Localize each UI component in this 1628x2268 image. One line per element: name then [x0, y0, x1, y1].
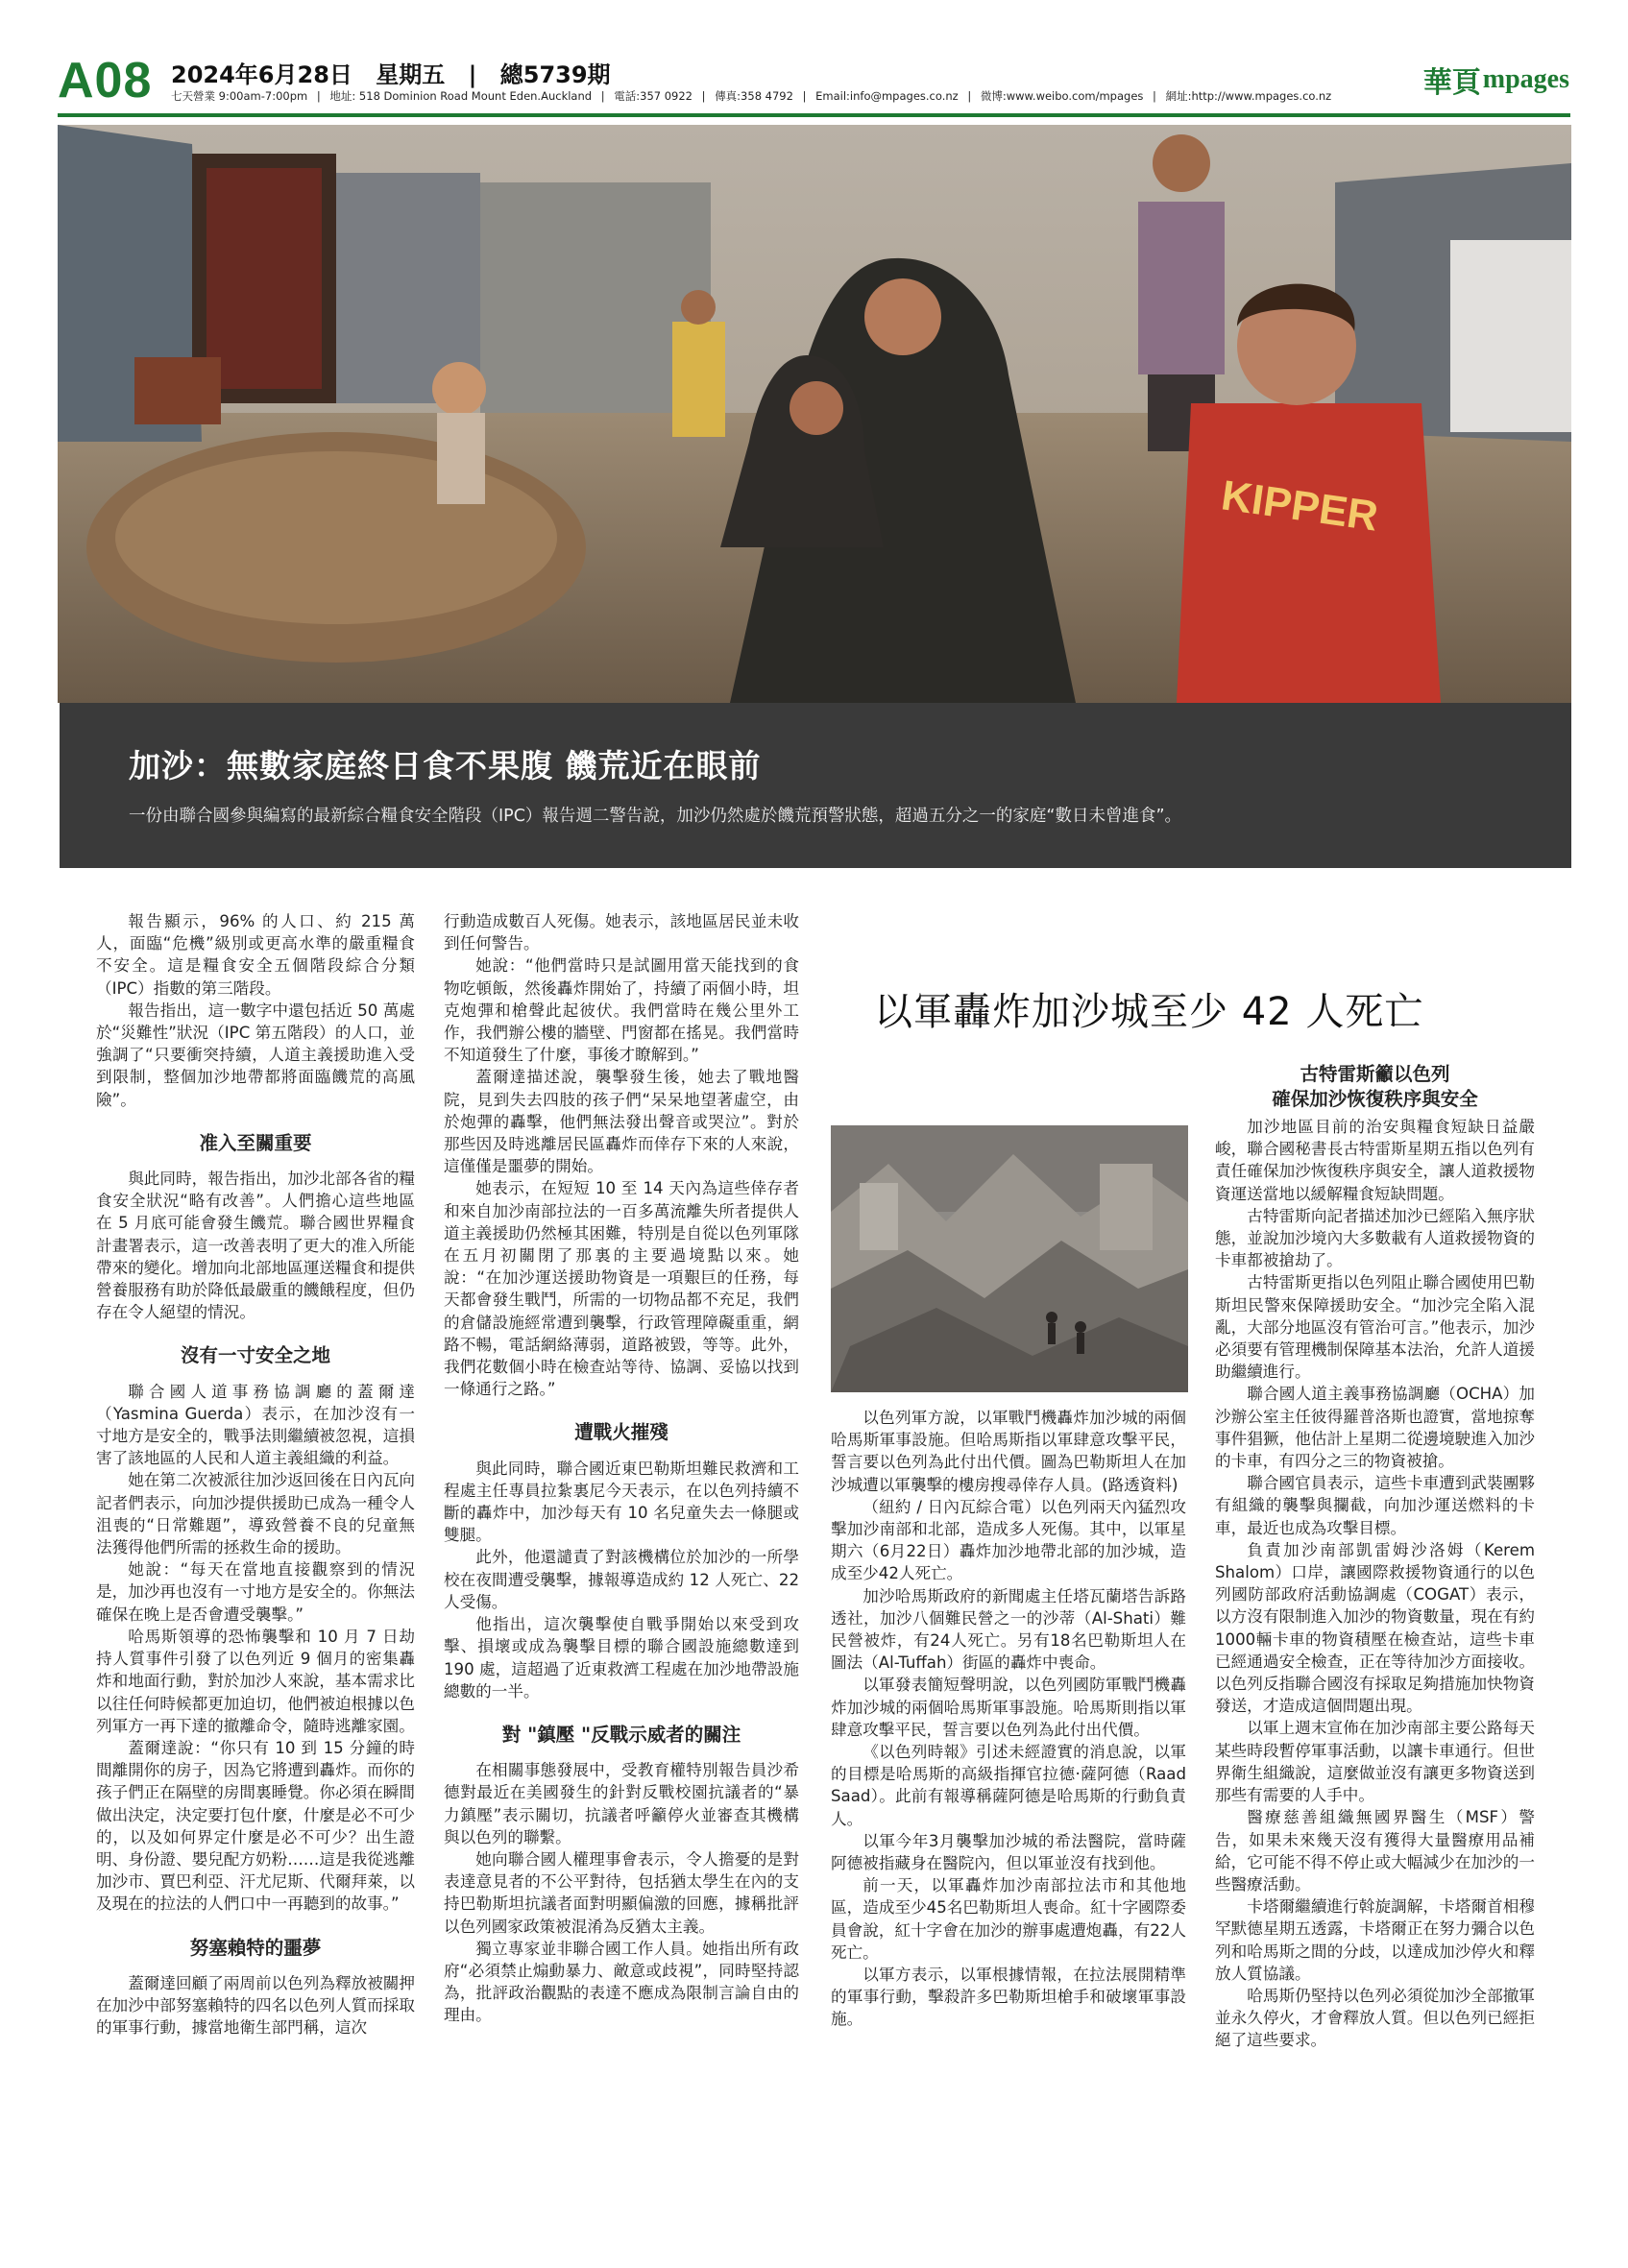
paragraph: 她說：“每天在當地直接觀察到的情況是，加沙再也沒有一寸地方是安全的。你無法確保在晚上是否會遭受襲擊。”	[96, 1560, 415, 1624]
separator: |	[1153, 89, 1156, 103]
contact-info-line	[171, 88, 1337, 104]
paragraph: 她說：“他們當時只是試圖用當天能找到的食物吃頓飯，然後轟炸開始了，持續了兩個小時，坦克炮彈和槍聲此起彼伏。我們當時在幾公里外工作，我們辦公樓的牆壁、門窗都在搖晃。我們當時不知道發生了什麼，事後才瞭解到。”	[444, 956, 799, 1065]
paragraph: 聯合國人道主義事務協調廳（OCHA）加沙辦公室主任彼得羅普洛斯也證實，當地掠奪事件猖獗，他估計上星期二從邊境駛進入加沙的卡車，有四分之三的物資被搶。	[1215, 1385, 1535, 1471]
hero-photo-gaza-camp	[58, 125, 1571, 703]
section-heading: 沒有一寸安全之地	[180, 1344, 330, 1367]
article-column-2	[444, 910, 799, 2027]
rubble-photo-illustration	[831, 1125, 1188, 1392]
mpages-logo	[1423, 61, 1569, 98]
separator: |	[967, 89, 972, 103]
paragraph: 蓋爾達描述說，襲擊發生後，她去了戰地醫院，見到失去四肢的孩子們“呆呆地望著虛空，由於炮彈的轟擊，他們無法發出聲音或哭泣”。對於那些因及時逃離居民區轟炸而倖存下來的人來說，這僅僅是噩夢的開始。	[444, 1068, 799, 1176]
issue-date: 2024年6月28日	[171, 61, 352, 88]
photo-caption: 以色列軍方說，以軍戰鬥機轟炸加沙城的兩個哈馬斯軍事設施。但哈馬斯指以軍肆意攻擊平民，誓言要以色列為此付出代價。圖為巴勒斯坦人在加沙城遭以軍襲擊的樓房搜尋倖存人員。(路透資料)	[831, 1409, 1186, 1494]
svg-text:KIPPER: KIPPER	[1218, 471, 1381, 541]
info-hours: 七天營業 9:00am-7:00pm	[171, 89, 308, 103]
section-heading: 對 "鎮壓 "反戰示威者的關注	[501, 1723, 741, 1746]
paragraph: 加沙哈馬斯政府的新聞處主任塔瓦蘭塔告訴路透社，加沙八個難民營之一的沙蒂（Al-Shati）難民營被炸，有24人死亡。另有18名巴勒斯坦人在圖法（Al-Tuffah）街區的轟炸中喪命。	[831, 1586, 1186, 1673]
masthead	[58, 50, 1575, 109]
info-address: 地址: 518 Dominion Road Mount Eden.Auckland	[329, 89, 593, 103]
logo-chinese-text: 華頁	[1422, 66, 1481, 100]
info-email: Email:info@mpages.co.nz	[815, 89, 959, 103]
paragraph: 獨立專家並非聯合國工作人員。她指出所有政府“必須禁止煽動暴力、敵意或歧視”，同時堅持認為，批評政治觀點的表達不應成為限制言論自由的理由。	[444, 1939, 799, 2025]
paragraph: 他指出，這次襲擊使自戰爭開始以來受到攻擊、損壞或成為襲擊目標的聯合國設施總數達到 190 處，這超過了近東救濟工程處在加沙地帶設施總數的一半。	[444, 1615, 799, 1701]
paragraph: 此外，他還譴責了對該機構位於加沙的一所學校在夜間遭受襲擊，據報導造成約 12 人死亡、22 人受傷。	[444, 1548, 799, 1611]
weekday: 星期五	[376, 61, 446, 88]
paragraph: 她表示，在短短 10 至 14 天內為這些倖存者和來自加沙南部拉法的一百多萬流離失所者提供人道主義援助仍然極其困難，特別是自從以色列軍隊在五月初關閉了那裏的主要過境點以來。她說：“在加沙運送援助物資是一項艱巨的任務，每天都會發生戰鬥，所需的一切物品都不充足，我們的倉儲設施經常遭到襲擊，行政管理障礙重重，網路不暢，電話網絡薄弱，道路被毀，等等。此外，我們花數個小時在檢查站等待、協調、妥協以找到一條通行之路。”	[444, 1179, 799, 1399]
section-heading: 遭戰火摧殘	[574, 1421, 668, 1444]
paragraph: （紐約 / 日內瓦綜合電）以色列兩天內猛烈攻擊加沙南部和北部，造成多人死傷。其中，以軍星期六（6月22日）轟炸加沙地帶北部的加沙城，造成至少42人死亡。	[831, 1497, 1186, 1583]
paragraph: 以軍今年3月襲擊加沙城的希法醫院，當時薩阿德被指藏身在醫院內，但以軍並沒有找到他。	[831, 1831, 1186, 1873]
article-column-4	[1215, 1116, 1535, 2052]
paragraph: 以軍發表簡短聲明說，以色列國防軍戰鬥機轟炸加沙城的兩個哈馬斯軍事設施。哈馬斯則指以軍肆意攻擊平民，誓言要以色列為此付出代價。	[831, 1676, 1186, 1739]
paragraph: 報告指出，這一數字中還包括近 50 萬處於“災難性”狀況（IPC 第五階段）的人口，並強調了“只要衝突持續，人道主義援助進入受到限制，整個加沙地帶都將面臨饑荒的高風險”。	[96, 1001, 415, 1109]
paragraph: 與此同時，報告指出，加沙北部各省的糧食安全狀況“略有改善”。人們擔心這些地區在 5 月底可能會發生饑荒。聯合國世界糧食計畫署表示，這一改善表明了更大的准入所能帶來的變化。增加向北部地區運送糧食和提供營養服務有助於降低最嚴重的饑餓程度，但仍存在令人絕望的情況。	[96, 1170, 415, 1322]
header-rule	[58, 113, 1570, 117]
heading-line: 確保加沙恢復秩序與安全	[1272, 1088, 1478, 1110]
paragraph: 《以色列時報》引述未經證實的消息說，以軍的目標是哈馬斯的高級指揮官拉德·薩阿德（Raad Saad）。此前有報導稱薩阿德是哈馬斯的行動負責人。	[831, 1743, 1186, 1828]
hero-photo-illustration	[58, 125, 1571, 703]
paragraph: 她向聯合國人權理事會表示，令人擔憂的是對表達意見者的不公平對待，包括猶太學生在內的支持巴勒斯坦抗議者面對明顯偏激的回應，據稱批評以色列國家政策被混淆為反猶太主義。	[444, 1849, 799, 1936]
article-column-1	[96, 910, 415, 2039]
paragraph: 行動造成數百人死傷。她表示，該地區居民並未收到任何警告。	[444, 912, 799, 953]
paragraph: 蓋爾達說：“你只有 10 到 15 分鐘的時間離開你的房子，因為它將遭到轟炸。而你的孩子們正在隔壁的房間裏睡覺。你必須在瞬間做出決定，決定要打包什麼，什麼是必不可少的，以及如何界定什麼是必不可少？出生證明、身份證、嬰兒配方奶粉……這是我從逃離加沙市、賈巴利亞、汗尤尼斯、代爾拜萊，以及現在的拉法的人們口中一再聽到的故事。”	[96, 1738, 415, 1914]
paragraph: 加沙地區目前的治安與糧食短缺日益嚴峻，聯合國秘書長古特雷斯星期五指以色列有責任確保加沙恢復秩序與安全，讓人道救援物資運送當地以緩解糧食短缺問題。	[1215, 1118, 1535, 1203]
paragraph: 以軍上週末宣佈在加沙南部主要公路每天某些時段暫停軍事活動，以讓卡車通行。但世界衛生組織說，這麼做並沒有讓更多物資送到那些有需要的人手中。	[1215, 1719, 1535, 1805]
paragraph: 她在第二次被派往加沙返回後在日內瓦向記者們表示，向加沙提供援助已成為一種令人沮喪的“日常難題”，導致營養不良的兒童無法獲得他們所需的拯救生命的援助。	[96, 1471, 415, 1557]
article-column-3	[831, 1407, 1186, 2031]
heading-line: 古特雷斯籲以色列	[1300, 1063, 1450, 1085]
paragraph: 負責加沙南部凱雷姆沙洛姆（Kerem Shalom）口岸，讓國際救援物資通行的以色列國防部政府活動協調處（COGAT）表示，以方沒有限制進入加沙的物資數量，現在有約1000輛卡車的物資積壓在檢查站，這些卡車已經通過安全檢查，正在等待加沙方面接收。以色列反指聯合國沒有採取足夠措施加快物資發送，才造成這個問題出現。	[1215, 1540, 1535, 1716]
page-number: A08	[58, 53, 153, 109]
paragraph: 前一天，以軍轟炸加沙南部拉法市和其他地區，造成至少45名巴勒斯坦人喪命。紅十字國際委員會說，紅十字會在加沙的辦事處遭炮轟，有22人死亡。	[831, 1876, 1186, 1962]
hero-subtitle: 一份由聯合國參與編寫的最新綜合糧食安全階段（IPC）報告週二警告說，加沙仍然處於饑荒預警狀態，超過五分之一的家庭“數日未曾進食”。	[129, 807, 1182, 826]
separator: |	[701, 89, 706, 103]
separator: |	[802, 89, 807, 103]
hero-caption-band	[60, 703, 1571, 868]
column-4-heading	[1215, 1062, 1535, 1112]
separator: |	[316, 89, 321, 103]
issue-number: 總5739期	[499, 61, 611, 88]
logo-latin-text: mpages	[1482, 64, 1569, 94]
info-weibo: 微博:www.weibo.com/mpages	[980, 89, 1144, 103]
paragraph: 在相關事態發展中，受教育權特別報告員沙希德對最近在美國發生的針對反戰校園抗議者的“暴力鎮壓”表示關切，抗議者呼籲停火並審查其機構與以色列的聯繫。	[444, 1761, 799, 1846]
section-heading: 准入至關重要	[199, 1131, 312, 1154]
paragraph: 古特雷斯向記者描述加沙已經陷入無序狀態，並說加沙境內大多數載有人道救援物資的卡車都被搶劫了。	[1215, 1206, 1535, 1270]
info-website: 網址:http://www.mpages.co.nz	[1165, 89, 1332, 103]
paragraph: 卡塔爾繼續進行斡旋調解，卡塔爾首相穆罕默德星期五透露，卡塔爾正在努力彌合以色列和哈馬斯之間的分歧，以達成加沙停火和釋放人質協議。	[1215, 1897, 1535, 1983]
paragraph: 哈馬斯仍堅持以色列必須從加沙全部撤軍並永久停火，才會釋放人質。但以色列已經拒絕了這些要求。	[1215, 1986, 1535, 2050]
separator: |	[468, 61, 477, 88]
info-fax: 傳真:358 4792	[715, 89, 793, 103]
paragraph: 古特雷斯更指以色列阻止聯合國使用巴勒斯坦民警來保障援助安全。“加沙完全陷入混亂，大部分地區沒有管治可言。”他表示，加沙必須要有管理機制保障基本法治，允許人道援助繼續進行。	[1215, 1273, 1535, 1382]
section-heading: 努塞賴特的噩夢	[189, 1936, 322, 1959]
hero-headline: 加沙：無數家庭終日食不果腹 饑荒近在眼前	[129, 747, 762, 784]
paragraph: 聯合國人道事務協調廳的蓋爾達（Yasmina Guerda）表示，在加沙沒有一寸地方是安全的，戰爭法則繼續被忽視，這損害了該地區的人民和人道主義組織的利益。	[96, 1382, 415, 1468]
paragraph: 哈馬斯領導的恐怖襲擊和 10 月 7 日劫持人質事件引發了以色列近 9 個月的密集轟炸和地面行動，對於加沙人來說，基本需求比以往任何時候都更加迫切，他們被迫根據以色列軍方一再下達的撤離命令，隨時逃離家園。	[96, 1627, 415, 1735]
info-phone: 電話:357 0922	[614, 89, 693, 103]
article-headline-airstrike: 以軍轟炸加沙城至少 42 人死亡	[874, 990, 1424, 1034]
paragraph: 醫療慈善組織無國界醫生（MSF）警告，如果未來幾天沒有獲得大量醫療用品補給，它可能不得不停止或大幅減少在加沙的一些醫療活動。	[1215, 1808, 1535, 1894]
rubble-photo	[831, 1125, 1188, 1392]
separator: |	[600, 89, 605, 103]
paragraph: 聯合國官員表示，這些卡車遭到武裝團夥有組織的襲擊與攔截，向加沙運送燃料的卡車，最近也成為攻擊目標。	[1215, 1474, 1535, 1537]
paragraph: 蓋爾達回顧了兩周前以色列為釋放被關押在加沙中部努塞賴特的四名以色列人質而採取的軍事行動，據當地衛生部門稱，這次	[96, 1973, 415, 2038]
paragraph: 以軍方表示，以軍根據情報，在拉法展開精準的軍事行動，擊殺許多巴勒斯坦槍手和破壞軍事設施。	[831, 1966, 1186, 2029]
date-line	[171, 56, 626, 89]
paragraph: 報告顯示，96% 的人口、約 215 萬人，面臨“危機”級別或更高水準的嚴重糧食不安全。這是糧食安全五個階段綜合分類（IPC）指數的第三階段。	[96, 912, 415, 998]
paragraph: 與此同時，聯合國近東巴勒斯坦難民救濟和工程處主任專員拉紮裏尼今天表示，在以色列持續不斷的轟炸中，加沙每天有 10 名兒童失去一條腿或雙腿。	[444, 1459, 799, 1545]
